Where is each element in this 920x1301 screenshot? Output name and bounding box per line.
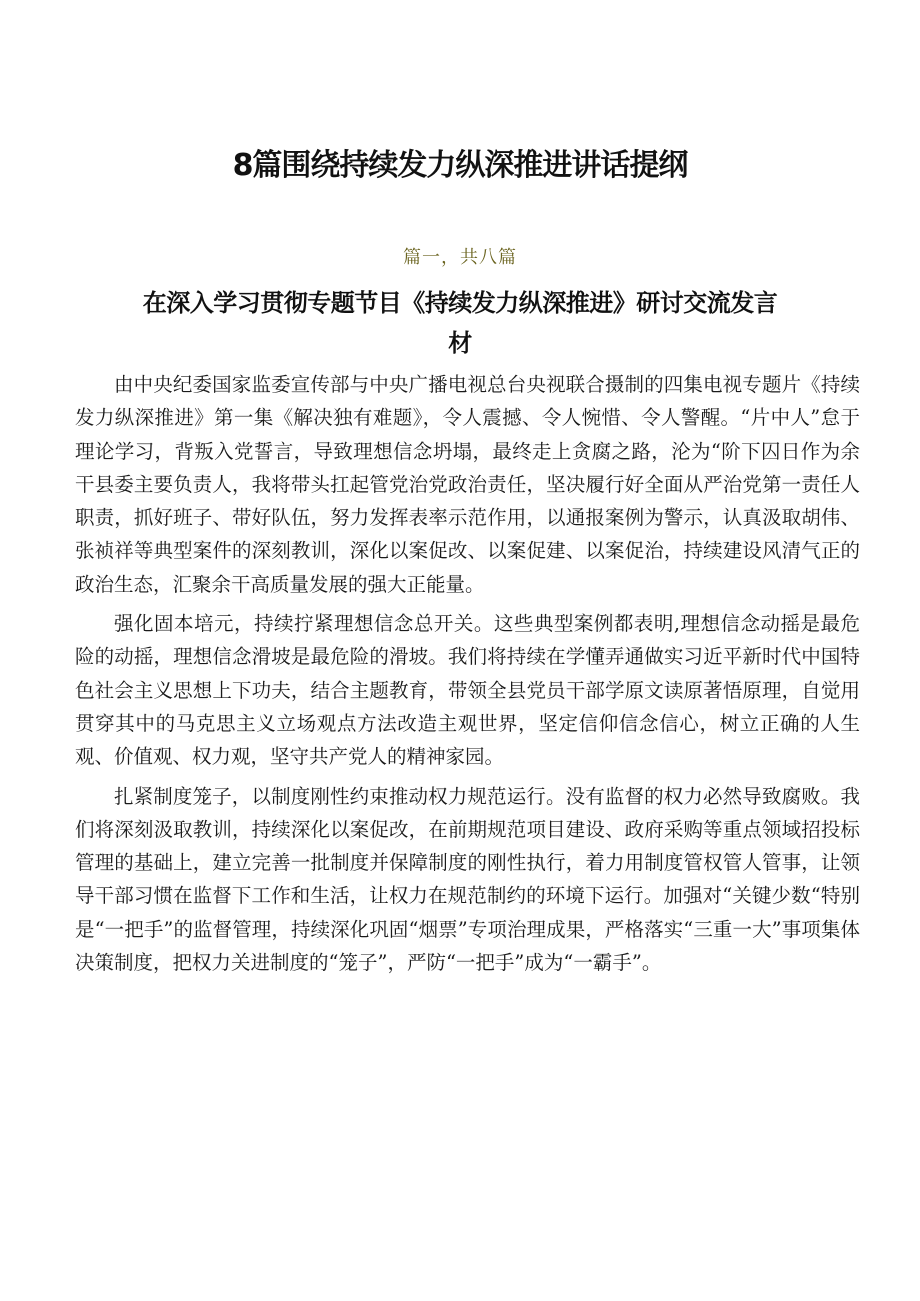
article-title: 在深入学习贯彻专题节目《持续发力纵深推进》研讨交流发言材 [142,289,778,357]
article-label: 篇一，共八篇 [403,247,517,268]
article-body [75,368,860,979]
paragraph: 扎紧制度笼子，以制度刚性约束推动权力规范运行。没有监督的权力必然导致腐败。我们将深刻汲取教训，持续深化以案促改，在前期规范项目建设、政府采购等重点领域招投标管理的基础上，建立完善一批制度并保障制度的刚性执行，着力用制度管权管人管事，让领导干部习惯在监督下工作和生活，让权力在规范制约的环境下运行。加强对“关键少数“特别是“一把手”的监督管理，持续深化巩固“烟票”专项治理成果，严格落实“三重一大”事项集体决策制度，把权力关进制度的“笼子”，严防“一把手”成为“一霸手”。 [75,784,860,975]
paragraph: 由中央纪委国家监委宣传部与中央广播电视总台央视联合摄制的四集电视专题片《持续发力纵深推进》第一集《解决独有难题》，令人震撼、令人惋惜、令人警醒。“片中人”怠于理论学习，背叛入党誓言，导致理想信念坍塌，最终走上贪腐之路，沦为“阶下囚日作为余干县委主要负责人，我将带头扛起管党治党政治责任，坚决履行好全面从严治党第一责任人职责，抓好班子、带好队伍，努力发挥表率示范作用，以通报案例为警示，认真汲取胡伟、张祯祥等典型案件的深刻教训，深化以案促改、以案促建、以案促治，持续建设风清气正的政治生态，汇聚余干高质量发展的强大正能量。 [75,373,860,596]
document-title: 8篇围绕持续发力纵深推进讲话提纲 [232,148,688,183]
paragraph: 强化固本培元，持续拧紧理想信念总开关。这些典型案例都表明,理想信念动摇是最危险的动摇，理想信念滑坡是最危险的滑坡。我们将持续在学懂弄通做实习近平新时代中国特色社会主义思想上下功夫，结合主题教育，带领全县党员干部学原文读原著悟原理，自觉用贯穿其中的马克思主义立场观点方法改造主观世界，坚定信仰信念信心，树立正确的人生观、价值观、权力观，坚守共产党人的精神家园。 [75,612,860,769]
